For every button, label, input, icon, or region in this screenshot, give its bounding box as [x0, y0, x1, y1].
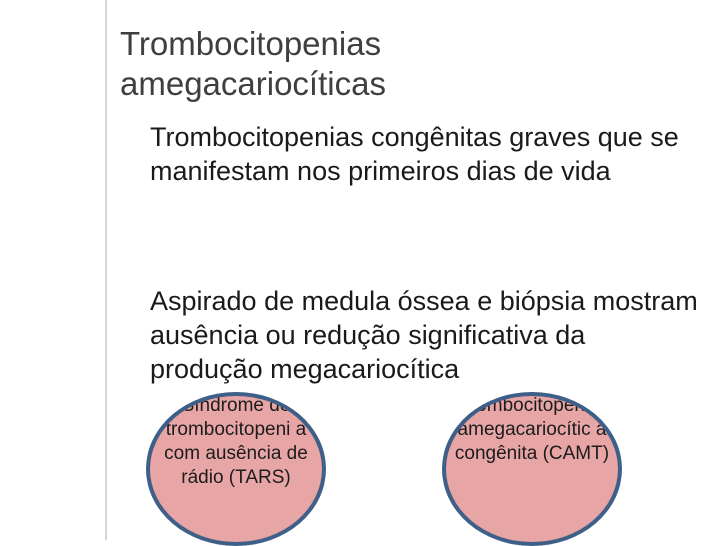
bullet-text-1: Trombocitopenias congênitas graves que se manifestam nos primeiros dias de vida [150, 122, 679, 186]
bullet-text-2: Aspirado de medula óssea e biópsia mostram ausência ou redução significativa da produção megacariocítica [150, 286, 698, 384]
callout-camt-text: Trombocitopeni a amegacariocític a congênita (CAMT) [454, 395, 610, 464]
bullet-item-1 [128, 120, 698, 188]
slide-title [120, 24, 680, 104]
title-line-2: amegacariocíticas [120, 65, 386, 102]
slide-left-accent-bar [105, 0, 107, 540]
callout-camt [442, 392, 622, 546]
bullet-item-2 [128, 284, 698, 386]
title-line-1: Trombocitopenias [120, 25, 382, 62]
callout-tars [146, 392, 326, 546]
callout-tars-text: Síndrome de trombocitopeni a com ausência de rádio (TARS) [164, 395, 308, 488]
